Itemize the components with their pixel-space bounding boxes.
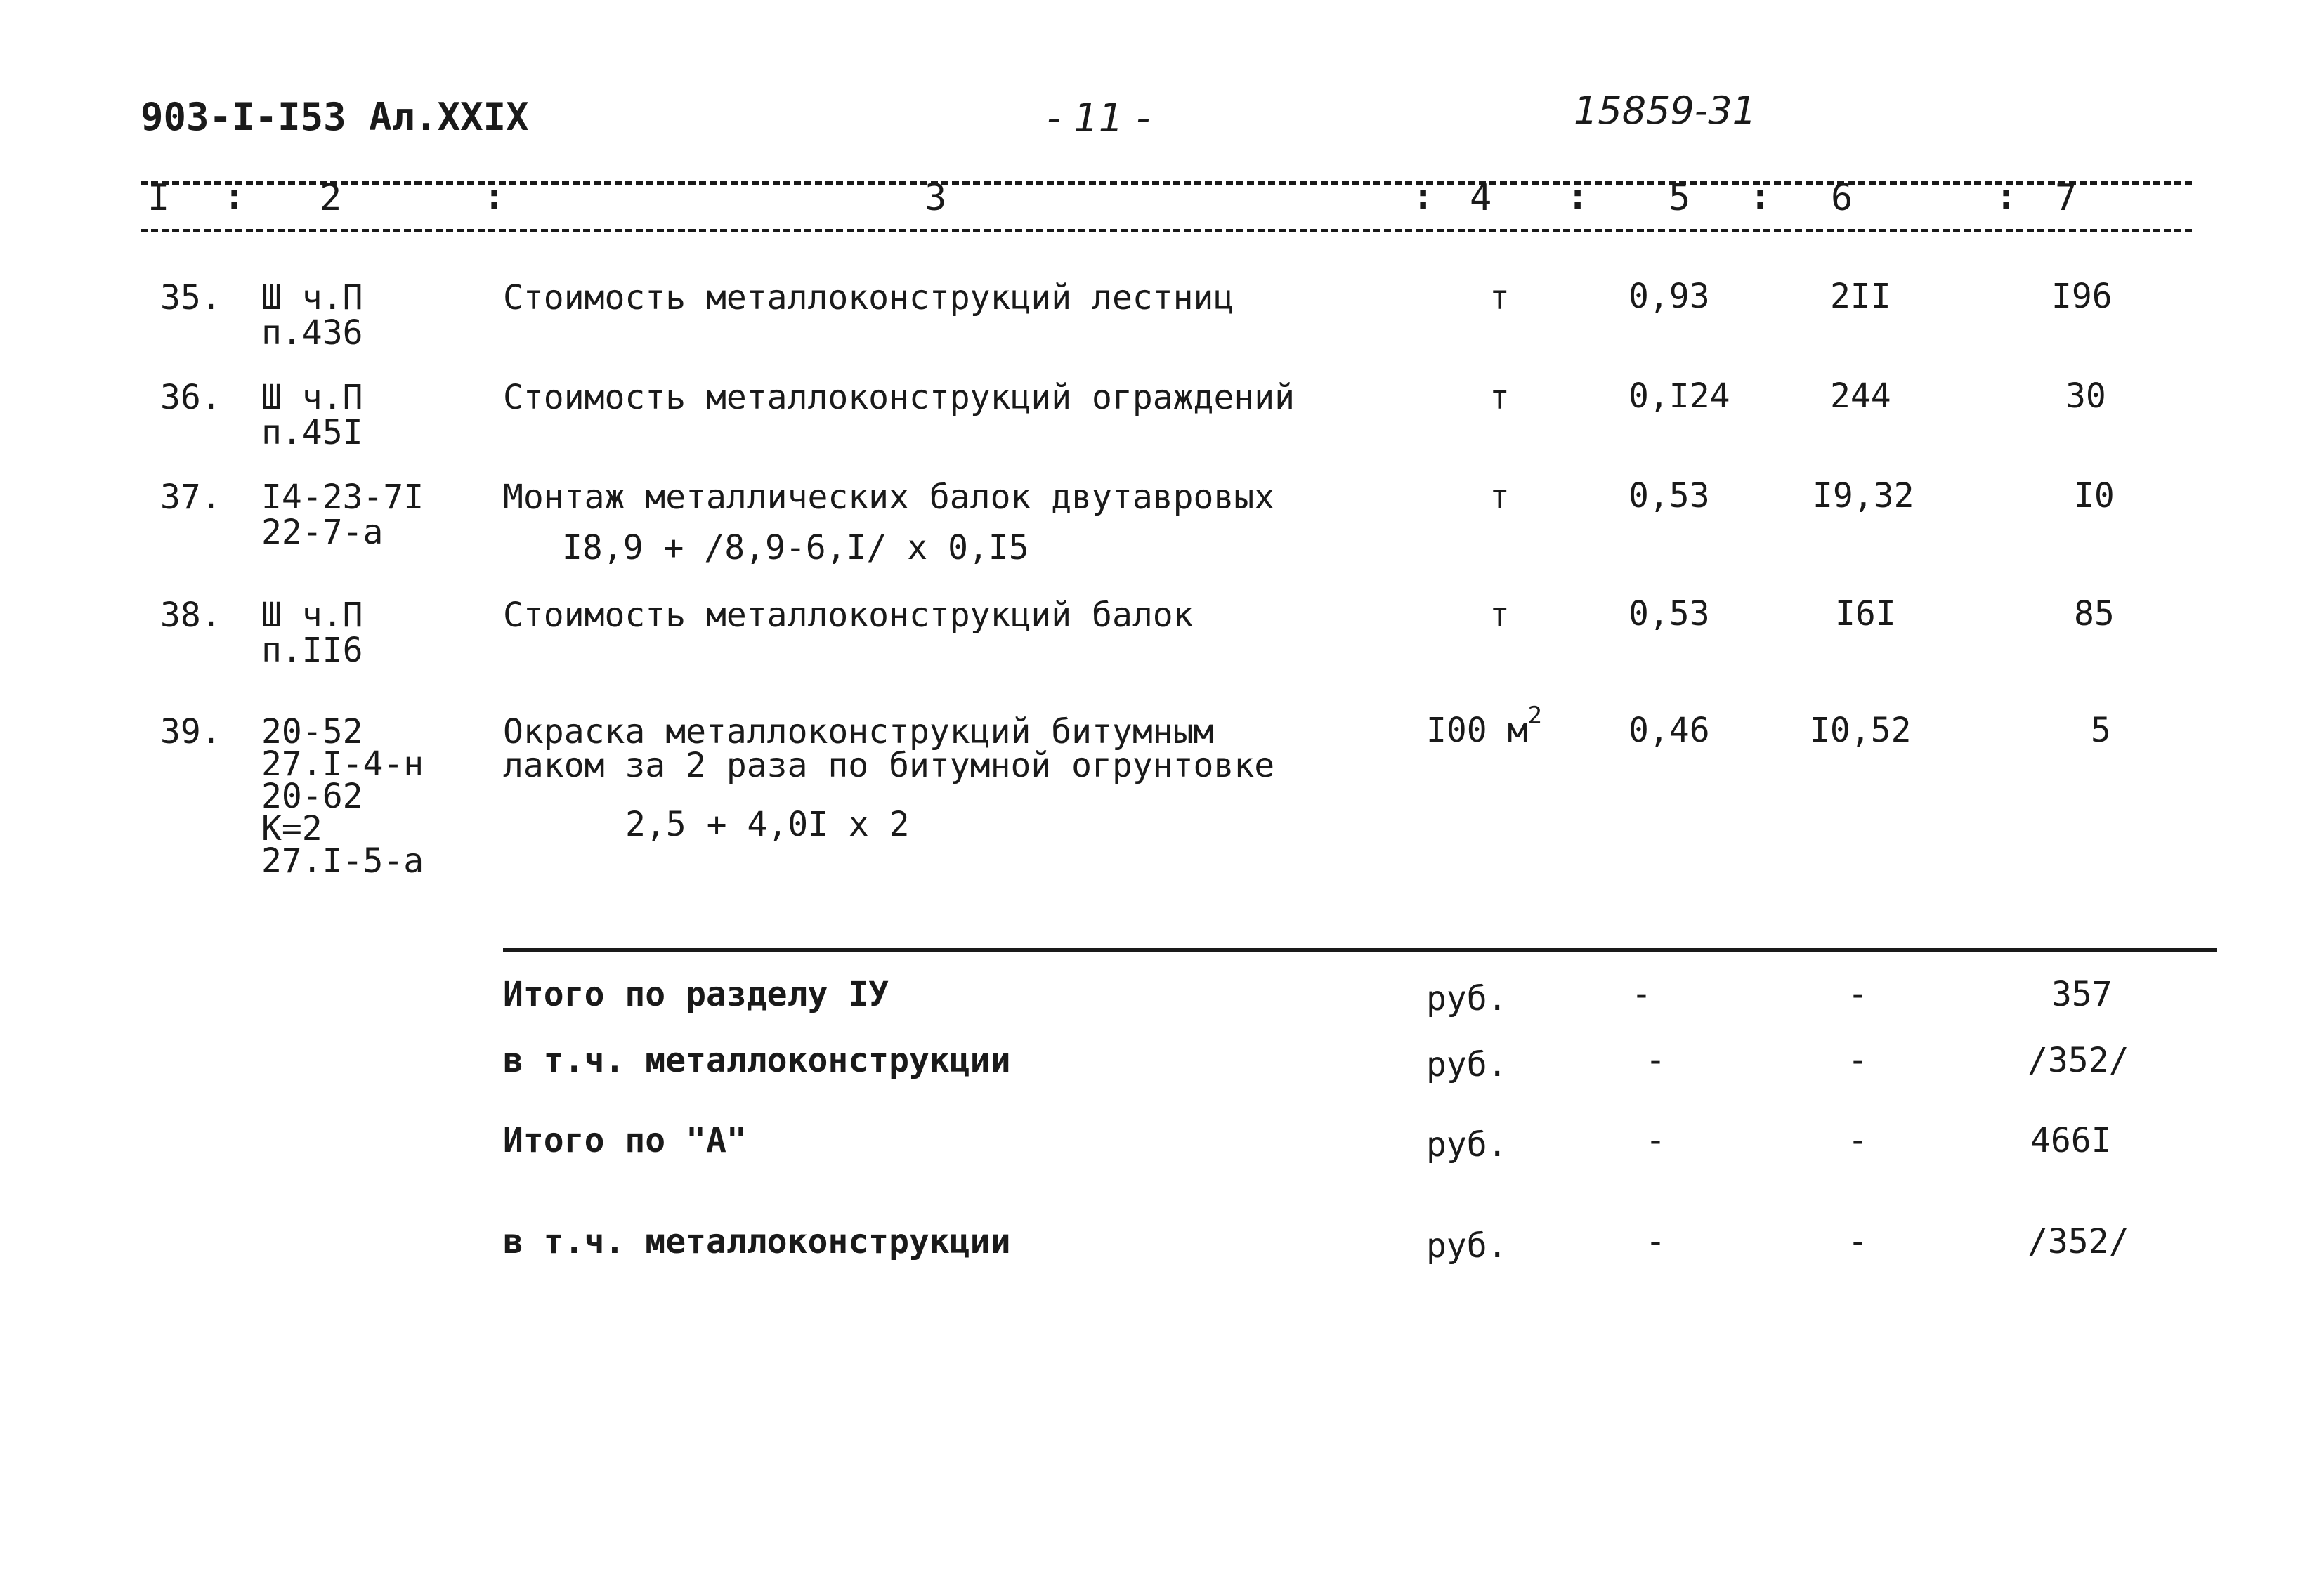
row-col7: 30 bbox=[2065, 376, 2106, 416]
row-number: 39. bbox=[160, 712, 221, 751]
totals-col6: - bbox=[1848, 1222, 1868, 1261]
row-col6: I6I bbox=[1835, 594, 1896, 633]
totals-label: в т.ч. металлоконструкции bbox=[503, 1041, 1011, 1080]
totals-col6: - bbox=[1848, 975, 1868, 1014]
row-col5: 0,46 bbox=[1628, 711, 1710, 750]
handwritten-number: 15859-31 bbox=[1574, 88, 1756, 133]
row-unit: т bbox=[1489, 478, 1510, 517]
row-col6: I9,32 bbox=[1813, 476, 1914, 516]
row-unit bbox=[1426, 702, 1542, 750]
row-code-line: Ш ч.П bbox=[261, 596, 363, 635]
row-description: Окраска металлоконструкций битумным bbox=[503, 712, 1214, 751]
totals-unit: руб. bbox=[1426, 979, 1508, 1018]
column-separator: : bbox=[1412, 176, 1435, 218]
totals-unit: руб. bbox=[1426, 1125, 1508, 1164]
row-col7: 5 bbox=[2091, 711, 2111, 750]
row-code-line: 20-62 bbox=[261, 777, 363, 816]
row-col7: I96 bbox=[2051, 277, 2113, 316]
row-code-line: п.436 bbox=[261, 313, 363, 353]
row-number: 38. bbox=[160, 596, 221, 635]
column-header-1: I bbox=[148, 177, 170, 219]
unit-superscript: 2 bbox=[1527, 702, 1542, 730]
row-col6: 244 bbox=[1830, 376, 1891, 416]
row-number: 35. bbox=[160, 278, 221, 317]
row-unit: т bbox=[1489, 596, 1510, 635]
row-code-line: Ш ч.П bbox=[261, 278, 363, 317]
totals-label: Итого по разделу IУ bbox=[503, 975, 889, 1014]
row-description: Стоимость металлоконструкций балок bbox=[503, 596, 1194, 635]
column-header-6: 6 bbox=[1831, 177, 1853, 219]
column-separator: : bbox=[223, 176, 246, 218]
totals-col7: /352/ bbox=[2028, 1222, 2129, 1261]
totals-unit: руб. bbox=[1426, 1226, 1508, 1266]
totals-col7: 466I bbox=[2030, 1121, 2112, 1160]
row-number: 36. bbox=[160, 378, 221, 417]
row-col5: 0,93 bbox=[1628, 277, 1710, 316]
header-bottom-dashes bbox=[141, 229, 2192, 232]
row-col5: 0,53 bbox=[1628, 476, 1710, 516]
column-separator: : bbox=[1567, 176, 1589, 218]
row-unit: т bbox=[1489, 378, 1510, 417]
row-code-line: 20-52 bbox=[261, 712, 363, 751]
totals-col5: - bbox=[1645, 1041, 1666, 1080]
totals-col7: /352/ bbox=[2028, 1041, 2129, 1080]
column-separator: : bbox=[1749, 176, 1772, 218]
row-description: Монтаж металлических балок двутавровых bbox=[503, 478, 1275, 517]
row-number: 37. bbox=[160, 478, 221, 517]
totals-label: Итого по "А" bbox=[503, 1121, 747, 1160]
totals-col7: 357 bbox=[2051, 975, 2113, 1014]
row-code-line: п.45I bbox=[261, 413, 363, 452]
column-header-5: 5 bbox=[1669, 177, 1691, 219]
row-code-line: 22-7-а bbox=[261, 513, 384, 552]
row-col6: 2II bbox=[1830, 277, 1891, 316]
header-top-dashes bbox=[141, 181, 2192, 185]
row-description: лаком за 2 раза по битумной огрунтовке bbox=[503, 746, 1275, 785]
totals-col6: - bbox=[1848, 1121, 1868, 1160]
row-col6: I0,52 bbox=[1810, 711, 1912, 750]
row-code-line: 27.I-4-н bbox=[261, 744, 424, 784]
row-col5: 0,53 bbox=[1628, 594, 1710, 633]
row-formula: I8,9 + /8,9-6,I/ х 0,I5 bbox=[562, 528, 1029, 567]
totals-col6: - bbox=[1848, 1041, 1868, 1080]
column-header-2: 2 bbox=[320, 177, 342, 219]
totals-col5: - bbox=[1645, 1121, 1666, 1160]
row-col7: I0 bbox=[2074, 476, 2115, 516]
row-unit: т bbox=[1489, 278, 1510, 317]
column-separator: : bbox=[483, 176, 506, 218]
row-code-line: п.II6 bbox=[261, 631, 363, 670]
row-col7: 85 bbox=[2074, 594, 2115, 633]
column-separator: : bbox=[1995, 176, 2018, 218]
row-description: Стоимость металлоконструкций лестниц bbox=[503, 278, 1234, 317]
totals-col5: - bbox=[1631, 975, 1652, 1014]
totals-col5: - bbox=[1645, 1222, 1666, 1261]
row-code-line: I4-23-7I bbox=[261, 478, 424, 517]
row-col5: 0,I24 bbox=[1628, 376, 1730, 416]
column-header-3: 3 bbox=[925, 177, 947, 219]
page-number: - 11 - bbox=[1047, 96, 1151, 141]
totals-label: в т.ч. металлоконструкции bbox=[503, 1222, 1011, 1261]
row-code-line: К=2 bbox=[261, 809, 322, 848]
unit-text: I00 м bbox=[1426, 711, 1528, 750]
column-header-7: 7 bbox=[2055, 177, 2077, 219]
row-formula: 2,5 + 4,0I х 2 bbox=[625, 805, 910, 844]
document-code: 903-I-I53 Ал.XXIX bbox=[141, 95, 529, 139]
row-code-line: 27.I-5-а bbox=[261, 841, 424, 881]
row-code-line: Ш ч.П bbox=[261, 378, 363, 417]
row-description: Стоимость металлоконструкций ограждений bbox=[503, 378, 1295, 417]
column-header-4: 4 bbox=[1470, 177, 1492, 219]
totals-rule bbox=[503, 948, 2217, 952]
totals-unit: руб. bbox=[1426, 1045, 1508, 1084]
